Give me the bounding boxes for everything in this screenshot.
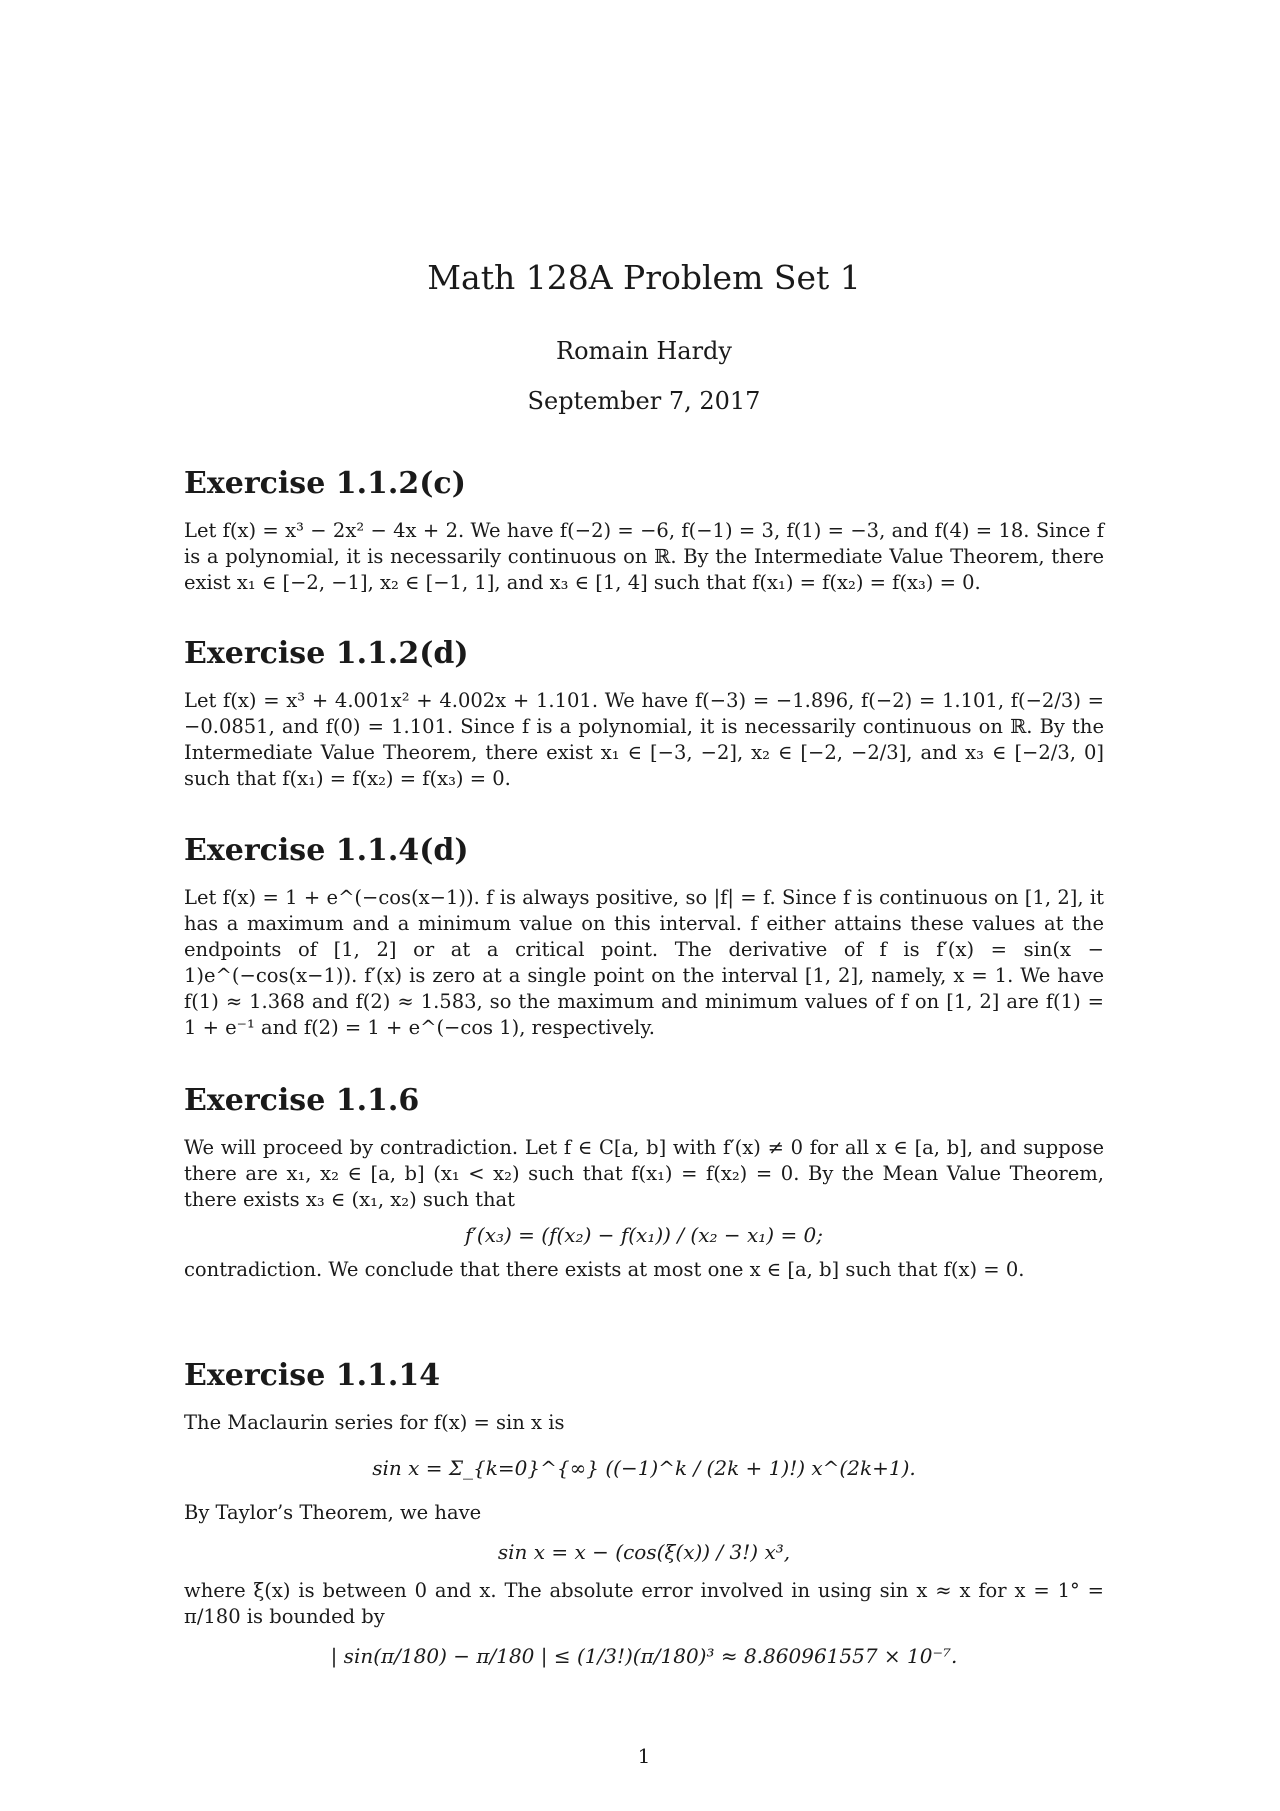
author: Romain Hardy <box>556 337 732 365</box>
taylor-text: By Taylor’s Theorem, we have <box>184 1501 482 1524</box>
exercise-1-1-6 <box>184 1083 1104 1283</box>
section-body: Let f(x) = x³ + 4.001x² + 4.002x + 1.101. We have f(−3) = −1.896, f(−2) = 1.101, f(−2/3) = −0.0851, and f(0) = 1.101. Since f is a polynomial, it is necessarily continuous on ℝ. By the Intermediate Value Theorem, there exist x₁ ∈ [−3, −2], x₂ ∈ [−2, −2/3], and x₃ ∈ [−2/3, 0] such that f(x₁) = f(x₂) = f(x₃) = 0. <box>184 689 1104 790</box>
taylor-equation: sin x = x − (cos(ξ(x)) / 3!) x³, <box>497 1540 791 1564</box>
error-bound-equation: | sin(π/180) − π/180 | ≤ (1/3!)(π/180)³ ≈ 8.860961557 × 10⁻⁷. <box>330 1644 958 1668</box>
section-intro: The Maclaurin series for f(x) = sin x is <box>184 1411 565 1434</box>
date: September 7, 2017 <box>527 387 761 415</box>
section-heading: Exercise 1.1.14 <box>184 1358 441 1393</box>
section-body: Let f(x) = x³ − 2x² − 4x + 2. We have f(−2) = −6, f(−1) = 3, f(1) = −3, and f(4) = 18. Since f is a polynomial, it is necessarily continuous on ℝ. By the Intermediate Value Theorem, there exist x₁ ∈ [−2, −1], x₂ ∈ [−1, 1], and x₃ ∈ [1, 4] such that f(x₁) = f(x₂) = f(x₃) = 0. <box>184 519 1104 594</box>
page-title: Math 128A Problem Set 1 <box>427 258 861 297</box>
page-number: 1 <box>637 1744 651 1768</box>
section-body: We will proceed by contradiction. Let f ∈ C[a, b] with f′(x) ≠ 0 for all x ∈ [a, b], and suppose there are x₁, x₂ ∈ [a, b] (x₁ < x₂) such that f(x₁) = f(x₂) = 0. By the Mean Value Theorem, there exists x₃ ∈ (x₁, x₂) such that <box>184 1136 1104 1211</box>
section-heading: Exercise 1.1.6 <box>184 1083 420 1118</box>
exercise-1-1-14 <box>184 1358 1104 1682</box>
section-heading: Exercise 1.1.2(c) <box>184 466 466 501</box>
exercise-1-1-2c <box>184 466 1104 596</box>
error-text: where ξ(x) is between 0 and x. The absolute error involved in using sin x ≈ x for x = 1° = π/180 is bounded by <box>184 1579 1104 1628</box>
mvt-equation: f′(x₃) = (f(x₂) − f(x₁)) / (x₂ − x₁) = 0; <box>464 1223 824 1247</box>
section-body: Let f(x) = 1 + e^(−cos(x−1)). f is always positive, so |f| = f. Since f is continuous on [1, 2], it has a maximum and a minimum value on this interval. f either attains these values at the endpoints of [1, 2] or at a critical point. The derivative of f is f′(x) = sin(x − 1)e^(−cos(x−1)). f′(x) is zero at a single point on the interval [1, 2], namely, x = 1. We have f(1) ≈ 1.368 and f(2) ≈ 1.583, so the maximum and minimum values of f on [1, 2] are f(1) = 1 + e⁻¹ and f(2) = 1 + e^(−cos 1), respectively. <box>184 886 1104 1039</box>
section-conclusion: contradiction. We conclude that there exists at most one x ∈ [a, b] such that f(x) = 0. <box>184 1258 1025 1281</box>
exercise-1-1-4d <box>184 833 1104 1041</box>
section-heading: Exercise 1.1.4(d) <box>184 833 469 868</box>
section-heading: Exercise 1.1.2(d) <box>184 636 469 671</box>
maclaurin-series-equation: sin x = Σ_{k=0}^{∞} ((−1)^k / (2k + 1)!) x^(2k+1). <box>372 1456 916 1480</box>
exercise-1-1-2d <box>184 636 1104 792</box>
